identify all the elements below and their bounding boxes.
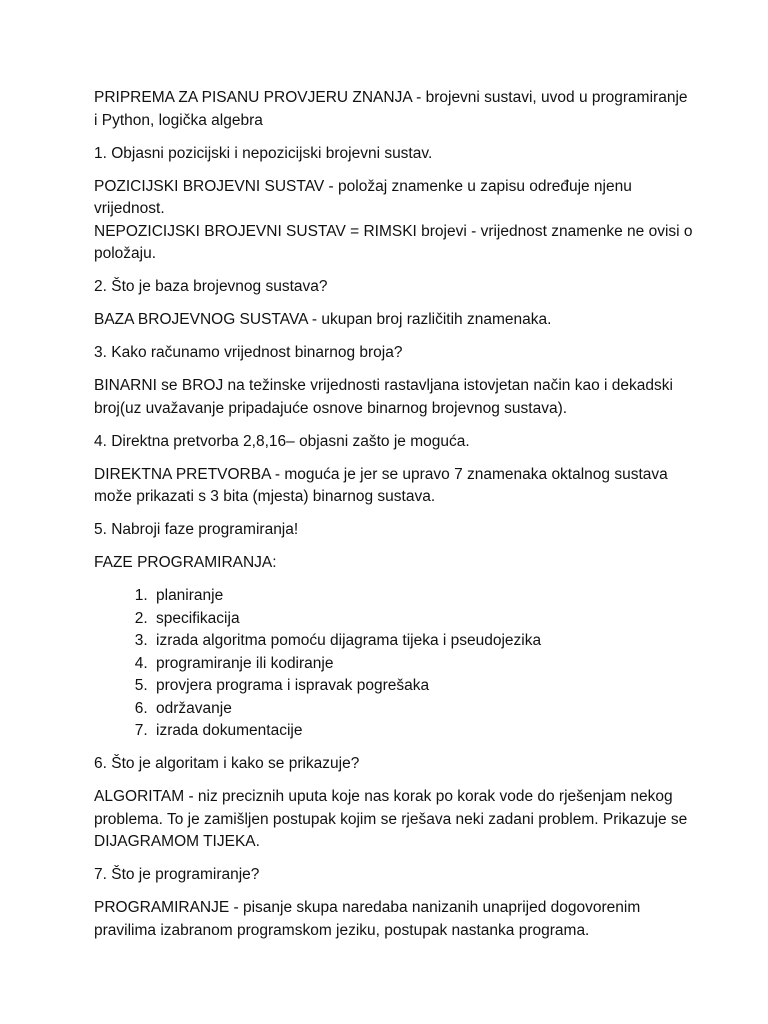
- list-item: 2. specifikacija: [152, 608, 694, 631]
- answer-2: BAZA BROJEVNOG SUSTAVA - ukupan broj različitih znamenaka.: [94, 311, 552, 328]
- answer-6: ALGORITAM - niz preciznih uputa koje nas korak po korak vode do rješenjam nekog problema. To je zamišljen postupak kojim se rješava neki zadani problem. Prikazuje se DIJAGRAMOM TIJEKA.: [94, 788, 688, 850]
- answer-4: DIREKTNA PRETVORBA - moguća je jer se upravo 7 znamenaka oktalnog sustava može prikazati s 3 bita (mjesta) binarnog sustava.: [94, 465, 668, 505]
- question-2: 2. Što je baza brojevnog sustava?: [94, 278, 328, 295]
- question-7: 7. Što je programiranje?: [94, 866, 260, 883]
- answer-1: [94, 176, 694, 266]
- document-body: [94, 87, 694, 953]
- answer-5-heading: FAZE PROGRAMIRANJA:: [94, 554, 277, 571]
- answer-1-line-1: POZICIJSKI BROJEVNI SUSTAV - položaj znamenke u zapisu određuje njenu vrijednost.: [94, 177, 632, 217]
- question-5: 5. Nabroji faze programiranja!: [94, 521, 299, 538]
- list-item: 4. programiranje ili kodiranje: [152, 653, 694, 676]
- list-item: 7. izrada dokumentacije: [152, 720, 694, 743]
- question-1: 1. Objasni pozicijski i nepozicijski brojevni sustav.: [94, 144, 433, 162]
- question-6: 6. Što je algoritam i kako se prikazuje?: [94, 755, 360, 772]
- question-3: 3. Kako računamo vrijednost binarnog broja?: [94, 344, 403, 361]
- list-item: 5. provjera programa i ispravak pogrešaka: [152, 675, 694, 698]
- answer-7: PROGRAMIRANJE - pisanje skupa naredaba nanizanih unaprijed dogovorenim pravilima izabranom programskom jeziku, postupak nastanka programa.: [94, 899, 641, 939]
- answer-3: BINARNI se BROJ na težinske vrijednosti rastavljana istovjetan način kao i dekadski broj(uz uvažavanje pripadajuće osnove binarnog brojevnog sustava).: [94, 377, 673, 417]
- list-item: 3. izrada algoritma pomoću dijagrama tijeka i pseudojezika: [152, 630, 694, 653]
- document-title: PRIPREMA ZA PISANU PROVJERU ZNANJA - brojevni sustavi, uvod u programiranje i Python, logička algebra: [94, 89, 688, 129]
- list-item: 1. planiranje: [152, 585, 694, 608]
- answer-1-line-2: NEPOZICIJSKI BROJEVNI SUSTAV = RIMSKI brojevi - vrijednost znamenke ne ovisi o položaju.: [94, 222, 693, 262]
- list-item: 6. održavanje: [152, 698, 694, 721]
- question-4: 4. Direktna pretvorba 2,8,16– objasni zašto je moguća.: [94, 432, 470, 450]
- phases-list: [94, 585, 694, 743]
